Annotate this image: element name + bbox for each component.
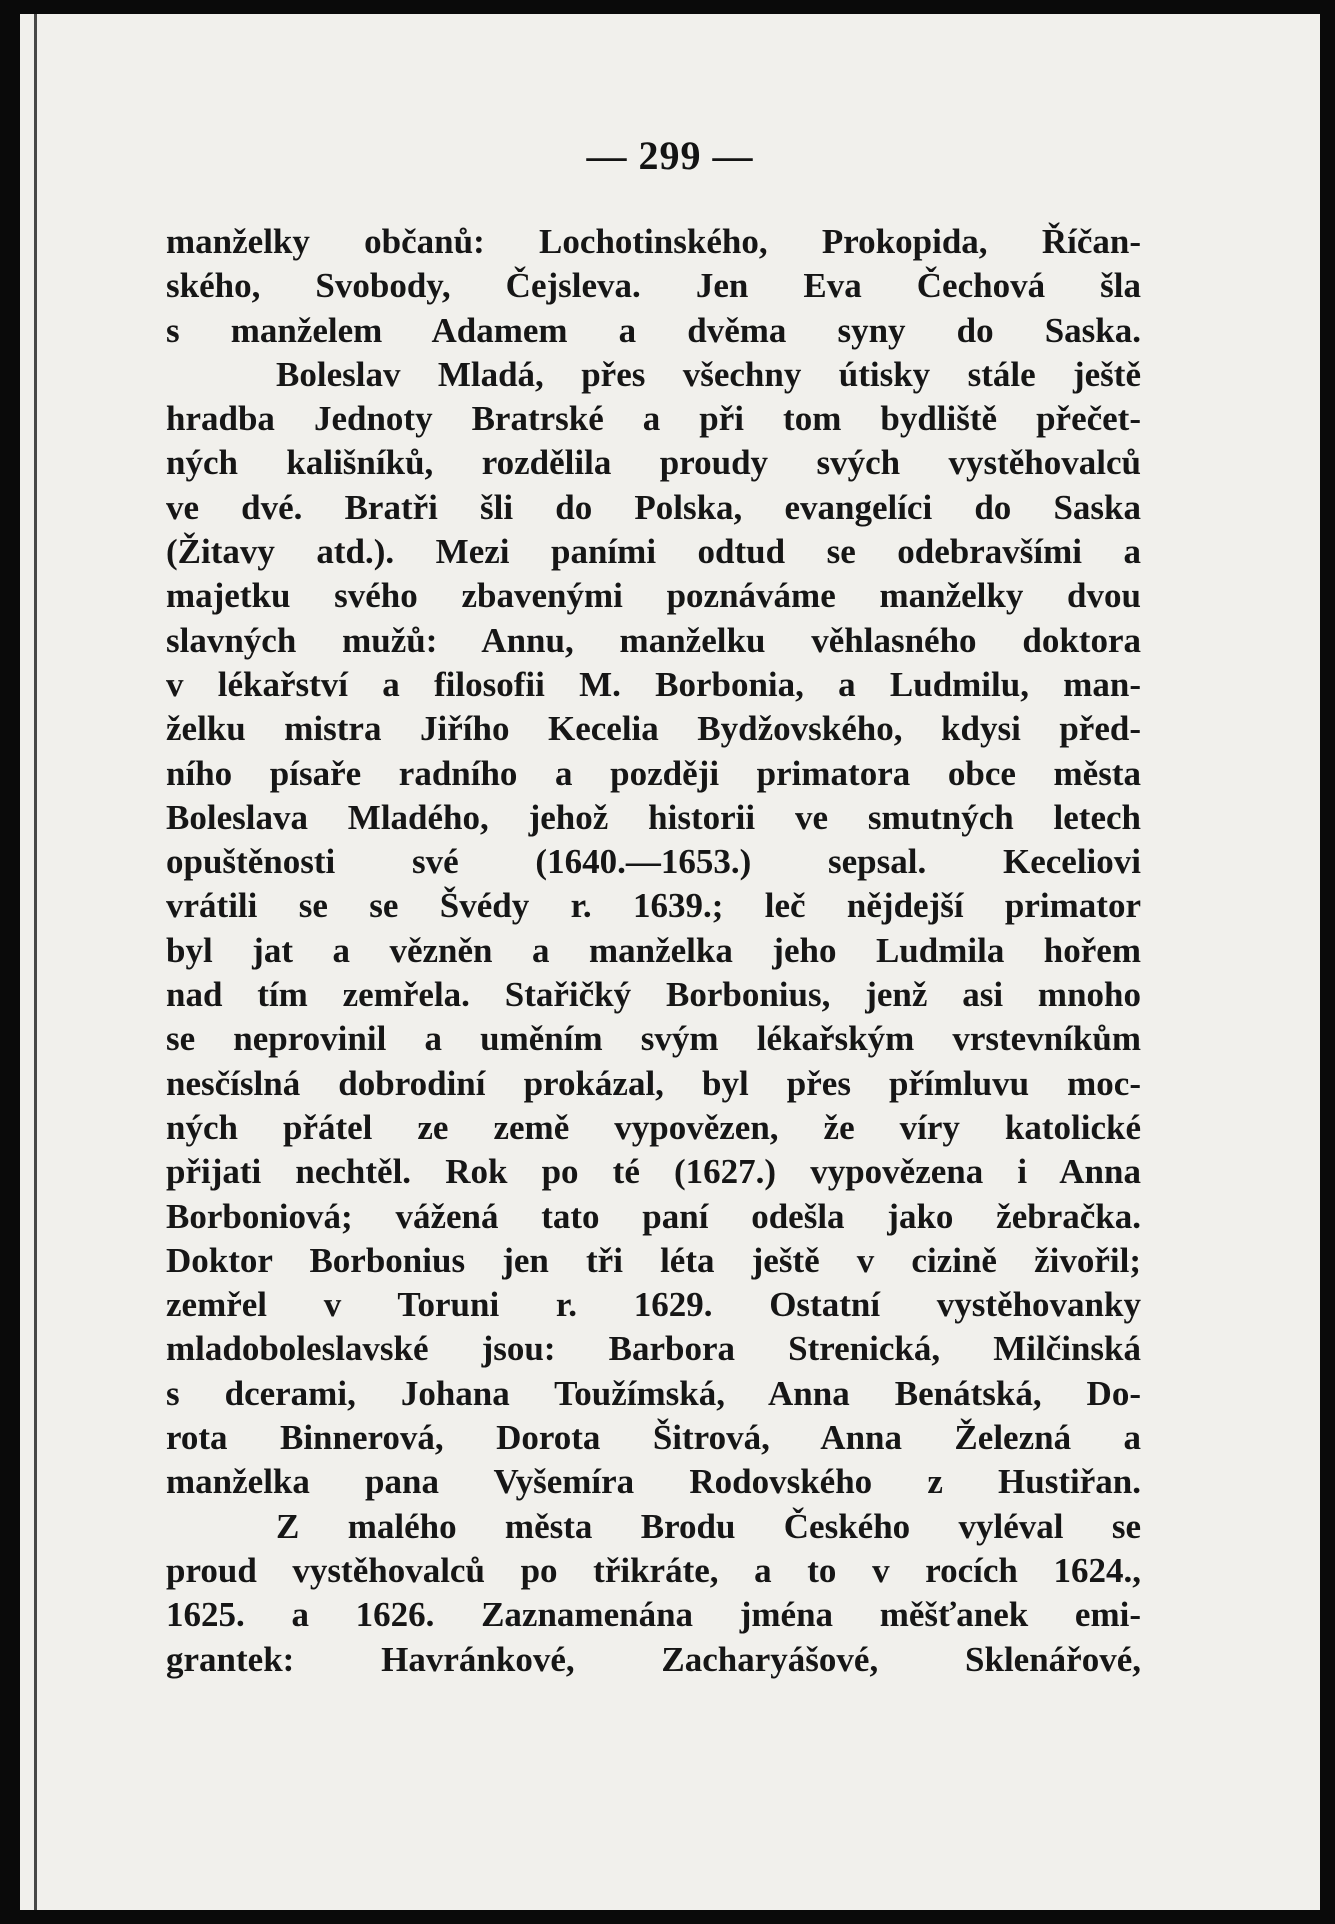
text-line: opuštěnosti své (1640.—1653.) sepsal. Keceliovi xyxy=(166,842,1141,882)
text-line: nesčíslná dobrodiní prokázal, byl přes přímluvu moc- xyxy=(166,1063,1141,1103)
text-line: hradba Jednoty Bratrské a při tom bydliště přečet- xyxy=(166,399,1141,439)
text-line: vrátili se se Švédy r. 1639.; leč nějdejší primator xyxy=(166,886,1141,926)
text-line: slavných mužů: Annu, manželku věhlasného doktora xyxy=(166,620,1141,660)
text-line: zemřel v Toruni r. 1629. Ostatní vystěhovanky xyxy=(166,1285,1141,1325)
text-line: mladoboleslavské jsou: Barbora Strenická, Milčinská xyxy=(166,1329,1141,1369)
text-line: ných přátel ze země vypovězen, že víry katolické xyxy=(166,1107,1141,1147)
text-line: rota Binnerová, Dorota Šitrová, Anna Železná a xyxy=(166,1418,1141,1458)
text-line: ního písaře radního a později primatora obce města xyxy=(166,753,1141,793)
page-number: — 299 — xyxy=(586,133,754,178)
text-line: byl jat a vězněn a manželka jeho Ludmila hořem xyxy=(166,930,1141,970)
text-line: Doktor Borbonius jen tři léta ještě v cizině živořil; xyxy=(166,1240,1141,1280)
page-spine-edge xyxy=(34,14,37,1910)
text-line: s manželem Adamem a dvěma syny do Saska. xyxy=(166,310,1141,350)
text-line: (Žitavy atd.). Mezi paními odtud se odebravšími a xyxy=(166,532,1141,572)
text-line: Z malého města Brodu Českého vyléval se xyxy=(276,1506,1141,1546)
text-line: s dcerami, Johana Toužímská, Anna Benátská, Do- xyxy=(166,1373,1141,1413)
text-line: Borboniová; vážená tato paní odešla jako žebračka. xyxy=(166,1196,1141,1236)
text-line: grantek: Havránkové, Zacharyášové, Sklenářové, xyxy=(166,1639,1141,1679)
text-line: manželka pana Vyšemíra Rodovského z Hustiřan. xyxy=(166,1462,1141,1502)
text-line: želku mistra Jiřího Kecelia Bydžovského, kdysi před- xyxy=(166,709,1141,749)
text-line: ných kališníků, rozdělila proudy svých vystěhovalců xyxy=(166,443,1141,483)
text-line: nad tím zemřela. Stařičký Borbonius, jenž asi mnoho xyxy=(166,975,1141,1015)
text-line: Boleslav Mladá, přes všechny útisky stále ještě xyxy=(276,354,1141,394)
text-line: Boleslava Mladého, jehož historii ve smutných letech xyxy=(166,797,1141,837)
text-line: manželky občanů: Lochotinského, Prokopida, Říčan- xyxy=(166,222,1141,261)
text-line: se neprovinil a uměním svým lékařským vrstevníkům xyxy=(166,1019,1141,1059)
body-text xyxy=(166,220,1141,1682)
text-line: v lékařství a filosofii M. Borbonia, a Ludmilu, man- xyxy=(166,664,1141,704)
text-line: proud vystěhovalců po třikráte, a to v rocích 1624., xyxy=(166,1550,1141,1590)
text-line: 1625. a 1626. Zaznamenána jména měšťanek emi- xyxy=(166,1595,1141,1635)
text-line: přijati nechtěl. Rok po té (1627.) vypovězena i Anna xyxy=(166,1152,1141,1192)
text-line: ského, Svobody, Čejsleva. Jen Eva Čechová šla xyxy=(166,266,1141,306)
book-page xyxy=(20,14,1320,1910)
text-line: majetku svého zbavenými poznáváme manželky dvou xyxy=(166,576,1141,616)
text-line: ve dvé. Bratři šli do Polska, evangelíci do Saska xyxy=(166,487,1141,527)
